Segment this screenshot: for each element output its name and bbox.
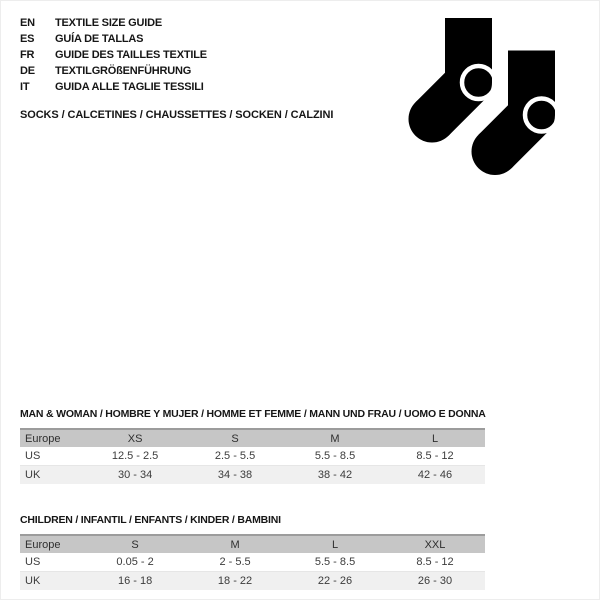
section-children (20, 514, 485, 590)
language-label: GUIDA ALLE TAGLIE TESSILI (55, 81, 204, 93)
column-header: L (331, 538, 339, 551)
size-cell: 8.5 - 12 (416, 450, 454, 462)
section-man-woman (20, 408, 485, 484)
language-code: EN (20, 17, 35, 29)
column-header: S (231, 432, 239, 445)
size-cell: 26 - 30 (417, 575, 453, 587)
language-row-fr (20, 47, 207, 63)
language-code: ES (20, 33, 35, 45)
column-header: Europe (25, 432, 61, 445)
language-row-es (20, 31, 207, 47)
size-cell: 30 - 34 (117, 469, 153, 481)
table-row-uk (20, 466, 485, 485)
column-header: M (230, 538, 240, 551)
column-header: XS (127, 432, 143, 445)
column-header: M (330, 432, 340, 445)
column-header: XXL (424, 538, 446, 551)
column-header: L (431, 432, 439, 445)
table-header-row (20, 429, 485, 447)
section-title-man-woman: MAN & WOMAN / HOMBRE Y MUJER / HOMME ET FEMME / MANN UND FRAU / UOMO E DONNA (20, 408, 486, 420)
size-cell: 5.5 - 8.5 (314, 556, 356, 568)
size-cell: 16 - 18 (117, 575, 153, 587)
size-cell: 22 - 26 (317, 575, 353, 587)
size-table-man-woman (20, 428, 485, 484)
size-cell: 34 - 38 (217, 469, 253, 481)
language-row-de (20, 63, 207, 79)
language-label: GUÍA DE TALLAS (55, 33, 144, 45)
language-code: IT (20, 81, 30, 93)
size-cell: 38 - 42 (317, 469, 353, 481)
size-cell: 18 - 22 (217, 575, 253, 587)
size-cell: 5.5 - 8.5 (314, 450, 356, 462)
column-header: S (131, 538, 139, 551)
region-cell: US (25, 450, 41, 462)
table-header-row (20, 535, 485, 553)
language-code: DE (20, 65, 35, 77)
table-row-us (20, 447, 485, 466)
region-cell: UK (25, 575, 41, 587)
language-row-it (20, 79, 207, 95)
language-code: FR (20, 49, 35, 61)
size-cell: 0.05 - 2 (116, 556, 154, 568)
socks-icon (406, 8, 570, 180)
size-cell: 8.5 - 12 (416, 556, 454, 568)
language-label: TEXTILE SIZE GUIDE (55, 17, 163, 29)
size-cell: 12.5 - 2.5 (111, 450, 159, 462)
size-cell: 2.5 - 5.5 (214, 450, 256, 462)
size-cell: 42 - 46 (417, 469, 453, 481)
section-title-children: CHILDREN / INFANTIL / ENFANTS / KINDER / BAMBINI (20, 514, 281, 526)
region-cell: UK (25, 469, 41, 481)
size-cell: 2 - 5.5 (219, 556, 251, 568)
language-list (20, 15, 207, 95)
table-row-uk (20, 572, 485, 591)
size-table-children (20, 534, 485, 590)
column-header: Europe (25, 538, 61, 551)
language-row-en (20, 15, 207, 31)
category-title: SOCKS / CALCETINES / CHAUSSETTES / SOCKEN / CALZINI (20, 109, 334, 121)
language-label: TEXTILGRÖßENFÜHRUNG (55, 65, 192, 77)
socks-icon-svg (406, 8, 570, 180)
language-label: GUIDE DES TAILLES TEXTILE (55, 49, 207, 61)
table-row-us (20, 553, 485, 572)
region-cell: US (25, 556, 41, 568)
